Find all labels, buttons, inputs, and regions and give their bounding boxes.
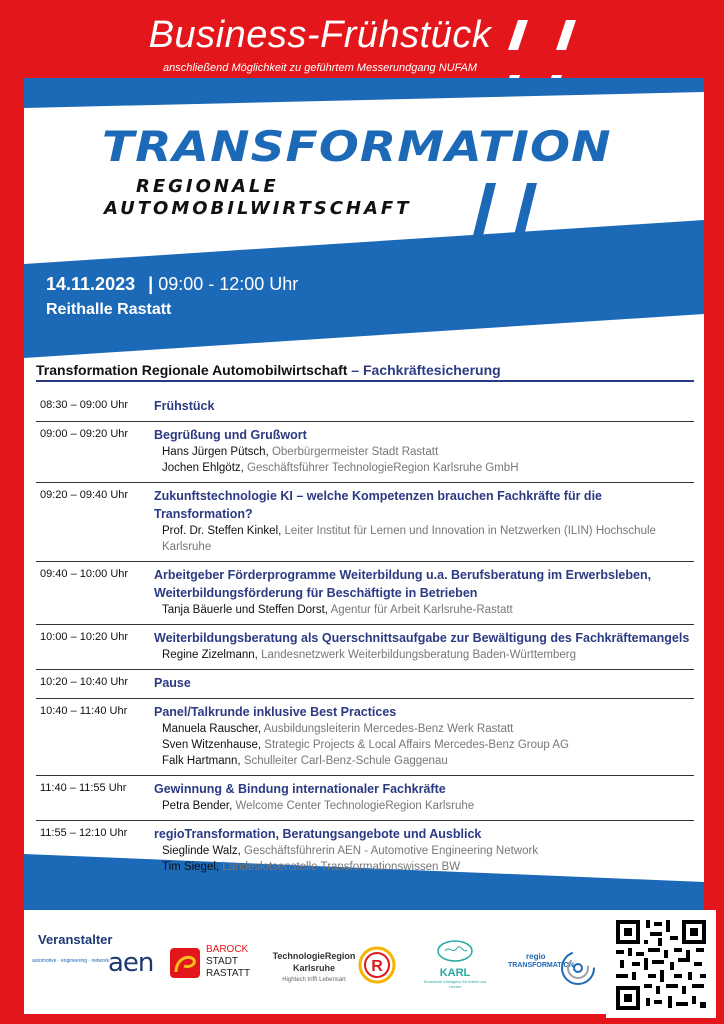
schedule-row xyxy=(36,562,694,625)
speaker-line xyxy=(154,843,694,859)
speaker-role: Oberbürgermeister Stadt Rastatt xyxy=(271,446,439,458)
speaker-line xyxy=(154,602,694,618)
speaker-name: Sieglinde Walz, xyxy=(162,845,241,857)
program-heading xyxy=(36,362,694,382)
speaker-line xyxy=(154,721,694,737)
tr-line1: TechnologieRegion xyxy=(272,951,356,961)
schedule-row xyxy=(36,422,694,483)
event-format-title: Business-Frühstück xyxy=(148,14,492,56)
speaker-role: Geschäftsführer TechnologieRegion Karlsruhe GmbH xyxy=(247,462,519,474)
schedule-title: Pause xyxy=(154,676,191,690)
speaker-role: Schulleiter Carl-Benz-Schule Gaggenau xyxy=(243,755,448,767)
schedule-row xyxy=(36,670,694,699)
brand-logo-line1: REGIONALE xyxy=(136,176,279,197)
speaker-name: Hans Jürgen Pütsch, xyxy=(162,446,269,458)
speaker-role: Agentur für Arbeit Karlsruhe-Rastatt xyxy=(330,604,513,616)
event-venue: Reithalle Rastatt xyxy=(46,301,172,318)
speaker-role: Landeslotsenstelle Transformationswissen BW xyxy=(222,861,461,873)
barock-line3: RASTATT xyxy=(206,968,251,979)
schedule-time: 11:55 – 12:10 Uhr xyxy=(40,827,128,839)
event-time: 09:00 - 12:00 Uhr xyxy=(158,274,299,294)
schedule-title: Frühstück xyxy=(154,399,215,413)
schedule-content xyxy=(154,629,694,663)
schedule-content xyxy=(154,780,694,814)
schedule-row xyxy=(36,393,694,422)
schedule-row xyxy=(36,625,694,670)
speaker-line xyxy=(154,798,694,814)
poster-panel xyxy=(24,78,704,910)
aen-logo: aen xyxy=(108,948,154,978)
schedule-title: Gewinnung & Bindung internationaler Fachkräfte xyxy=(154,782,446,796)
speaker-line xyxy=(154,460,694,476)
event-format-subtitle: anschließend Möglichkeit zu geführtem Messerundgang NUFAM xyxy=(162,62,478,74)
schedule-time: 10:20 – 10:40 Uhr xyxy=(40,676,129,688)
schedule-row xyxy=(36,483,694,562)
schedule-content xyxy=(154,397,694,415)
schedule-row xyxy=(36,776,694,821)
karl-name: KARL xyxy=(439,967,471,979)
schedule-time: 11:40 – 11:55 Uhr xyxy=(40,782,127,794)
barock-emblem-icon xyxy=(168,944,202,980)
regio-line1: regio xyxy=(526,952,546,961)
schedule-row xyxy=(36,699,694,776)
schedule-content xyxy=(154,674,694,692)
speaker-line xyxy=(154,753,694,769)
schedule-row xyxy=(36,821,694,881)
technologieregion-logo xyxy=(262,950,366,986)
qr-code-icon[interactable] xyxy=(614,918,708,1012)
brand-logo-line2: AUTOMOBILWIRTSCHAFT xyxy=(104,198,412,219)
speaker-role: Ausbildungsleiterin Mercedes-Benz Werk Rastatt xyxy=(263,723,514,735)
speaker-line xyxy=(154,444,694,460)
regio-swirl-icon xyxy=(558,948,598,988)
speaker-name: Tanja Bäuerle und Steffen Dorst, xyxy=(162,604,329,616)
karl-tagline: Künstliche Intelligenz für Arbeit und Lernen xyxy=(423,979,487,989)
event-date: 14.11.2023 xyxy=(46,274,136,294)
brand-logo-main: TRANSFORMATION xyxy=(102,122,612,171)
speaker-name: Jochen Ehlgötz, xyxy=(162,462,244,474)
speaker-name: Falk Hartmann, xyxy=(162,755,241,767)
qr-code-panel xyxy=(606,910,716,1018)
tr-line2: Karlsruhe xyxy=(292,963,336,973)
karl-logo xyxy=(420,940,490,989)
speaker-line xyxy=(154,737,694,753)
schedule-content xyxy=(154,426,694,476)
schedule-content xyxy=(154,566,694,618)
speaker-name: Petra Bender, xyxy=(162,800,233,812)
schedule-title: Weiterbildungsberatung als Querschnittsaufgabe zur Bewältigung des Fachkräftemangels xyxy=(154,631,690,645)
speaker-role: Welcome Center TechnologieRegion Karlsruhe xyxy=(235,800,475,812)
r-logo xyxy=(358,946,396,989)
schedule-title: Zukunftstechnologie KI – welche Kompetenzen brauchen Fachkräfte für die Transformation? xyxy=(154,489,602,521)
speaker-line xyxy=(154,859,694,875)
speaker-name: Regine Zizelmann, xyxy=(162,649,258,661)
schedule-content xyxy=(154,825,694,875)
speaker-name: Manuela Rauscher, xyxy=(162,723,262,735)
r-letter: R xyxy=(371,958,383,975)
schedule-title: regioTransformation, Beratungsangebote und Ausblick xyxy=(154,827,482,841)
schedule-content xyxy=(154,703,694,769)
schedule-time: 09:00 – 09:20 Uhr xyxy=(40,428,129,440)
schedule-time: 10:00 – 10:20 Uhr xyxy=(40,631,129,643)
speaker-role: Landesnetzwerk Weiterbildungsberatung Baden-Württemberg xyxy=(261,649,577,661)
regio-transformation-logo xyxy=(500,944,600,990)
schedule-content xyxy=(154,487,694,555)
schedule-time: 09:40 – 10:00 Uhr xyxy=(40,568,129,580)
barock-stadt-rastatt-logo xyxy=(168,944,256,984)
program-heading-text: Transformation Regionale Automobilwirtschaft xyxy=(36,362,348,378)
organizers-label: Veranstalter xyxy=(38,932,113,947)
barock-line2: STADT xyxy=(206,956,239,967)
organizers-footer xyxy=(24,910,606,1014)
barock-text xyxy=(206,944,250,980)
speaker-role: Geschäftsführerin AEN - Automotive Engineering Network xyxy=(244,845,539,857)
aen-tagline: automotive · engineering · network xyxy=(32,958,109,964)
schedule-list xyxy=(36,393,694,881)
schedule-title: Panel/Talkrunde inklusive Best Practices xyxy=(154,705,397,719)
event-separator: | xyxy=(148,274,154,294)
schedule-title: Begrüßung und Grußwort xyxy=(154,428,307,442)
schedule-title: Arbeitgeber Förderprogramme Weiterbildung u.a. Berufsberatung im Erwerbsleben, Weiterbildungsförderung für Beschäftigte in Betrieben xyxy=(154,568,652,600)
speaker-role: Strategic Projects & Local Affairs Mercedes-Benz Group AG xyxy=(264,739,569,751)
speaker-line xyxy=(154,523,694,555)
speaker-name: Tim Siegel, xyxy=(162,861,220,873)
regio-line2: TRANSFORMATION xyxy=(508,962,574,969)
r-badge-icon xyxy=(358,946,396,984)
schedule-time: 09:20 – 09:40 Uhr xyxy=(40,489,129,501)
speaker-name: Prof. Dr. Steffen Kinkel, xyxy=(162,525,282,537)
speaker-role: Leiter Institut für Lernen und Innovation in Netzwerken (ILIN) Hochschule Karlsruhe xyxy=(162,525,656,553)
schedule-time: 10:40 – 11:40 Uhr xyxy=(40,705,128,717)
speaker-name: Sven Witzenhause, xyxy=(162,739,262,751)
program-heading-accent: Fachkräftesicherung xyxy=(362,362,501,378)
tr-tagline: Hightech trifft Lebensart xyxy=(282,977,346,983)
brain-icon xyxy=(435,940,475,962)
program-heading-dash: – xyxy=(347,362,363,378)
barock-line1: BAROCK xyxy=(206,944,249,955)
speaker-line xyxy=(154,647,694,663)
event-date-time xyxy=(46,274,298,295)
schedule-time: 08:30 – 09:00 Uhr xyxy=(40,399,129,411)
